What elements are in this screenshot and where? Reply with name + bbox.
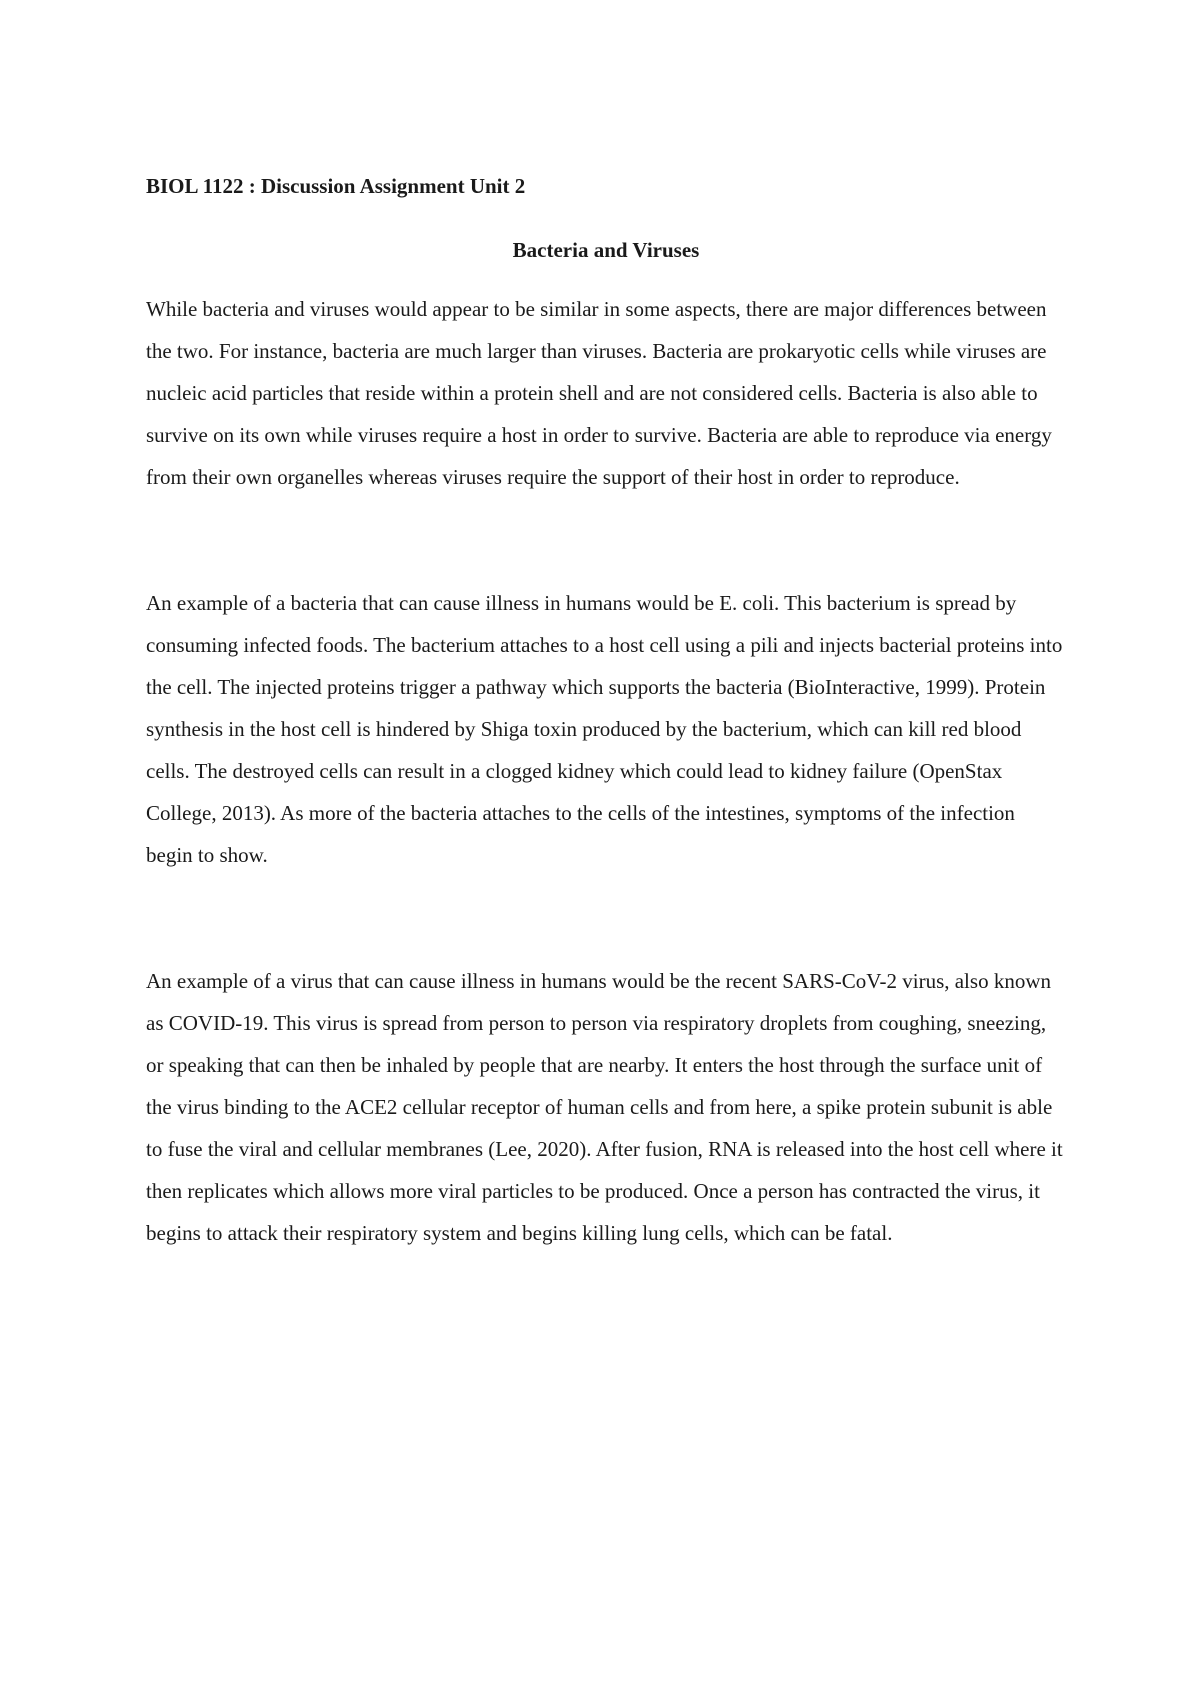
- paragraph-bacteria-example: An example of a bacteria that can cause illness in humans would be E. coli. This bacterium is spread by consuming infected foods. The bacterium attaches to a host cell using a pili and injects bacterial proteins into the cell. The injected proteins trigger a pathway which supports the bacteria (BioInteractive, 1999). Protein synthesis in the host cell is hindered by Shiga toxin produced by the bacterium, which can kill red blood cells. The destroyed cells can result in a clogged kidney which could lead to kidney failure (OpenStax College, 2013). As more of the bacteria attaches to the cells of the intestines, symptoms of the infection begin to show.: [146, 591, 1063, 867]
- document-body: [146, 172, 1066, 1254]
- document-title: Bacteria and Viruses: [512, 238, 700, 262]
- paragraph-virus-example: An example of a virus that can cause illness in humans would be the recent SARS-CoV-2 virus, also known as COVID-19. This virus is spread from person to person via respiratory droplets from coughing, sneezing, or speaking that can then be inhaled by people that are nearby. It enters the host through the surface unit of the virus binding to the ACE2 cellular receptor of human cells and from here, a spike protein subunit is able to fuse the viral and cellular membranes (Lee, 2020). After fusion, RNA is released into the host cell where it then replicates which allows more viral particles to be produced. Once a person has contracted the virus, it begins to attack their respiratory system and begins killing lung cells, which can be fatal.: [146, 969, 1063, 1245]
- course-header: BIOL 1122 : Discussion Assignment Unit 2: [146, 174, 526, 198]
- paragraph-differences: While bacteria and viruses would appear to be similar in some aspects, there are major differences between the two. For instance, bacteria are much larger than viruses. Bacteria are prokaryotic cells while viruses are nucleic acid particles that reside within a protein shell and are not considered cells. Bacteria is also able to survive on its own while viruses require a host in order to survive. Bacteria are able to reproduce via energy from their own organelles whereas viruses require the support of their host in order to reproduce.: [146, 297, 1052, 489]
